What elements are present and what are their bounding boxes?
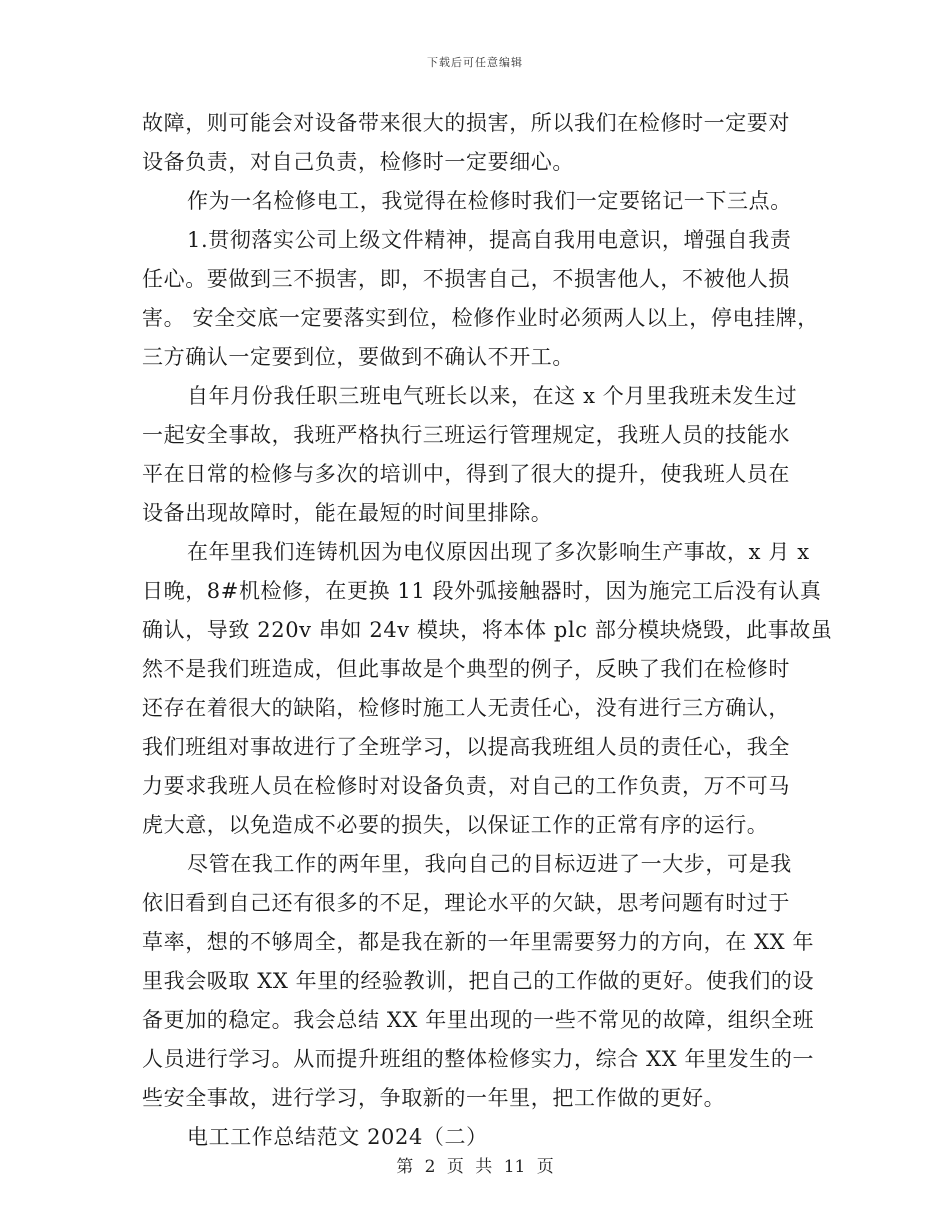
text-line: 虎大意，以免造成不必要的损失，以保证工作的正常有序的运行。 — [142, 813, 769, 837]
text-line: 还存在着很大的缺陷，检修时施工人无责任心，没有进行三方确认， — [142, 696, 790, 720]
text-line: 日晚，8#机检修，在更换 11 段外弧接触器时，因为施完工后没有认真 — [142, 579, 822, 603]
text-line: 我们班组对事故进行了全班学习，以提高我班组人员的责任心，我全 — [142, 735, 790, 759]
text-line: 设备负责，对自己负责，检修时一定要细心。 — [142, 150, 574, 174]
text-line: 平在日常的检修与多次的培训中，得到了很大的提升，使我班人员在 — [142, 462, 790, 486]
text-line: 里我会吸取 XX 年里的经验教训，把自己的工作做的更好。使我们的设 — [142, 969, 815, 993]
text-line: 自年月份我任职三班电气班长以来，在这 x 个月里我班未发生过 — [187, 384, 798, 408]
text-line: 草率，想的不够周全，都是我在新的一年里需要努力的方向，在 XX 年 — [142, 930, 815, 954]
text-line: 尽管在我工作的两年里，我向自己的目标迈进了一大步，可是我 — [187, 852, 792, 876]
text-line: 在年里我们连铸机因为电仪原因出现了多次影响生产事故，x 月 x — [187, 540, 810, 564]
text-line: 然不是我们班造成，但此事故是个典型的例子，反映了我们在检修时 — [142, 657, 790, 681]
text-line: 确认，导致 220v 串如 24v 模块，将本体 plc 部分模块烧毁，此事故虽 — [142, 618, 833, 642]
text-line: 备更加的稳定。我会总结 XX 年里出现的一些不常见的故障，组织全班 — [142, 1008, 815, 1032]
text-line: 依旧看到自己还有很多的不足，理论水平的欠缺，思考问题有时过于 — [142, 891, 790, 915]
page-header: 下载后可任意编辑 — [427, 56, 523, 69]
text-line: 些安全事故，进行学习，争取新的一年里，把工作做的更好。 — [142, 1086, 726, 1110]
text-line: 任心。要做到三不损害，即，不损害自己，不损害他人，不被他人损 — [142, 267, 790, 291]
text-line: 1.贯彻落实公司上级文件精神，提高自我用电意识，增强自我责 — [187, 228, 792, 252]
text-line: 三方确认一定要到位，要做到不确认不开工。 — [142, 345, 574, 369]
text-line: 设备出现故障时，能在最短的时间里排除。 — [142, 501, 553, 525]
text-line: 作为一名检修电工，我觉得在检修时我们一定要铭记一下三点。 — [187, 189, 792, 213]
text-line: 害。 安全交底一定要落实到位，检修作业时必须两人以上，停电挂牌， — [142, 306, 819, 330]
text-line: 力要求我班人员在检修时对设备负责，对自己的工作负责，万不可马 — [142, 774, 790, 798]
text-line: 故障，则可能会对设备带来很大的损害，所以我们在检修时一定要对 — [142, 111, 790, 135]
text-line: 一起安全事故，我班严格执行三班运行管理规定，我班人员的技能水 — [142, 423, 790, 447]
text-line: 人员进行学习。从而提升班组的整体检修实力，综合 XX 年里发生的一 — [142, 1047, 815, 1071]
page-footer: 第 2 页 共 11 页 — [396, 1157, 554, 1177]
section-heading: 电工工作总结范文 2024（二） — [187, 1125, 488, 1149]
